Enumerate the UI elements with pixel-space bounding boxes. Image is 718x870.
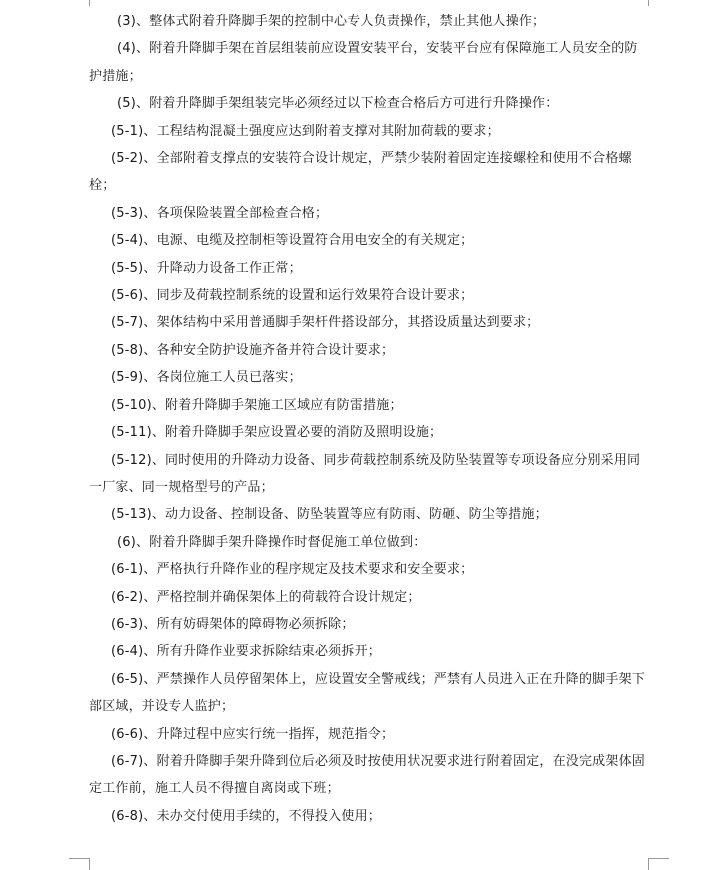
crop-mark-bottom-right-vertical — [648, 858, 649, 870]
paragraph: (5-5)、升降动力设备工作正常； — [111, 260, 302, 276]
paragraph: (5-8)、各种安全防护设施齐备并符合设计要求； — [111, 342, 395, 358]
paragraph: (5-9)、各岗位施工人员已落实； — [111, 370, 302, 386]
paragraph: (6-6)、升降过程中应实行统一指挥，规范指令； — [111, 726, 395, 742]
crop-mark-top-right-vertical — [648, 0, 649, 6]
paragraph: (5-2)、全部附着支撑点的安装符合设计规定，严禁少装附着固定连接螺栓和使用不合格螺栓； — [89, 151, 632, 194]
paragraph: (5-11)、附着升降脚手架应设置必要的消防及照明设施； — [111, 425, 443, 441]
paragraph: (6-2)、严格控制并确保架体上的荷载符合设计规定； — [111, 589, 421, 605]
crop-mark-top-left-vertical — [89, 0, 90, 6]
paragraph: (6-3)、所有妨碍架体的障碍物必须拆除； — [111, 616, 355, 632]
paragraph: (5)、附着升降脚手架组装完毕必须经过以下检查合格后方可进行升降操作： — [117, 96, 559, 112]
paragraph: (5-10)、附着升降脚手架施工区域应有防雷措施； — [111, 397, 403, 413]
crop-mark-bottom-left-horizontal — [69, 858, 89, 859]
paragraph: (5-6)、同步及荷载控制系统的设置和运行效果符合设计要求； — [111, 288, 474, 304]
crop-mark-bottom-right-horizontal — [649, 858, 669, 859]
paragraph: (6-4)、所有升降作业要求拆除结束必须拆开； — [111, 644, 381, 660]
crop-mark-bottom-left-vertical — [89, 858, 90, 870]
paragraph: (6-1)、严格执行升降作业的程序规定及技术要求和安全要求； — [111, 562, 474, 578]
paragraph: (6-8)、未办交付使用手续的，不得投入使用； — [111, 808, 381, 824]
paragraph: (4)、附着升降脚手架在首层组装前应设置安装平台，安装平台应有保障施工人员安全的防护措施； — [89, 41, 638, 84]
paragraph: (5-12)、同时使用的升降动力设备、同步荷载控制系统及防坠装置等专项设备应分别采用同一厂家、同一规格型号的产品； — [89, 452, 641, 495]
document-body — [89, 8, 649, 830]
paragraph: (5-4)、电源、电缆及控制柜等设置符合用电安全的有关规定； — [111, 233, 474, 249]
paragraph: (5-7)、架体结构中采用普通脚手架杆件搭设部分，其搭设质量达到要求； — [111, 315, 540, 331]
paragraph: (6-7)、附着升降脚手架升降到位后必须及时按使用状况要求进行附着固定，在没完成架体固定工作前，施工人员不得擅自离岗或下班； — [89, 753, 645, 797]
paragraph: (5-1)、工程结构混凝土强度应达到附着支撑对其附加荷载的要求； — [111, 123, 500, 139]
paragraph: (5-3)、各项保险装置全部检查合格； — [111, 205, 329, 221]
paragraph: (3)、整体式附着升降脚手架的控制中心专人负责操作，禁止其他人操作； — [117, 14, 546, 29]
paragraph: (6)、附着升降脚手架升降操作时督促施工单位做到： — [117, 534, 427, 550]
paragraph: (6-5)、严禁操作人员停留架体上，应设置安全警戒线；严禁有人员进入正在升降的脚手架下部区域，并设专人监护； — [89, 671, 645, 715]
paragraph: (5-13)、动力设备、控制设备、防坠装置等应有防雨、防砸、防尘等措施； — [111, 507, 548, 523]
